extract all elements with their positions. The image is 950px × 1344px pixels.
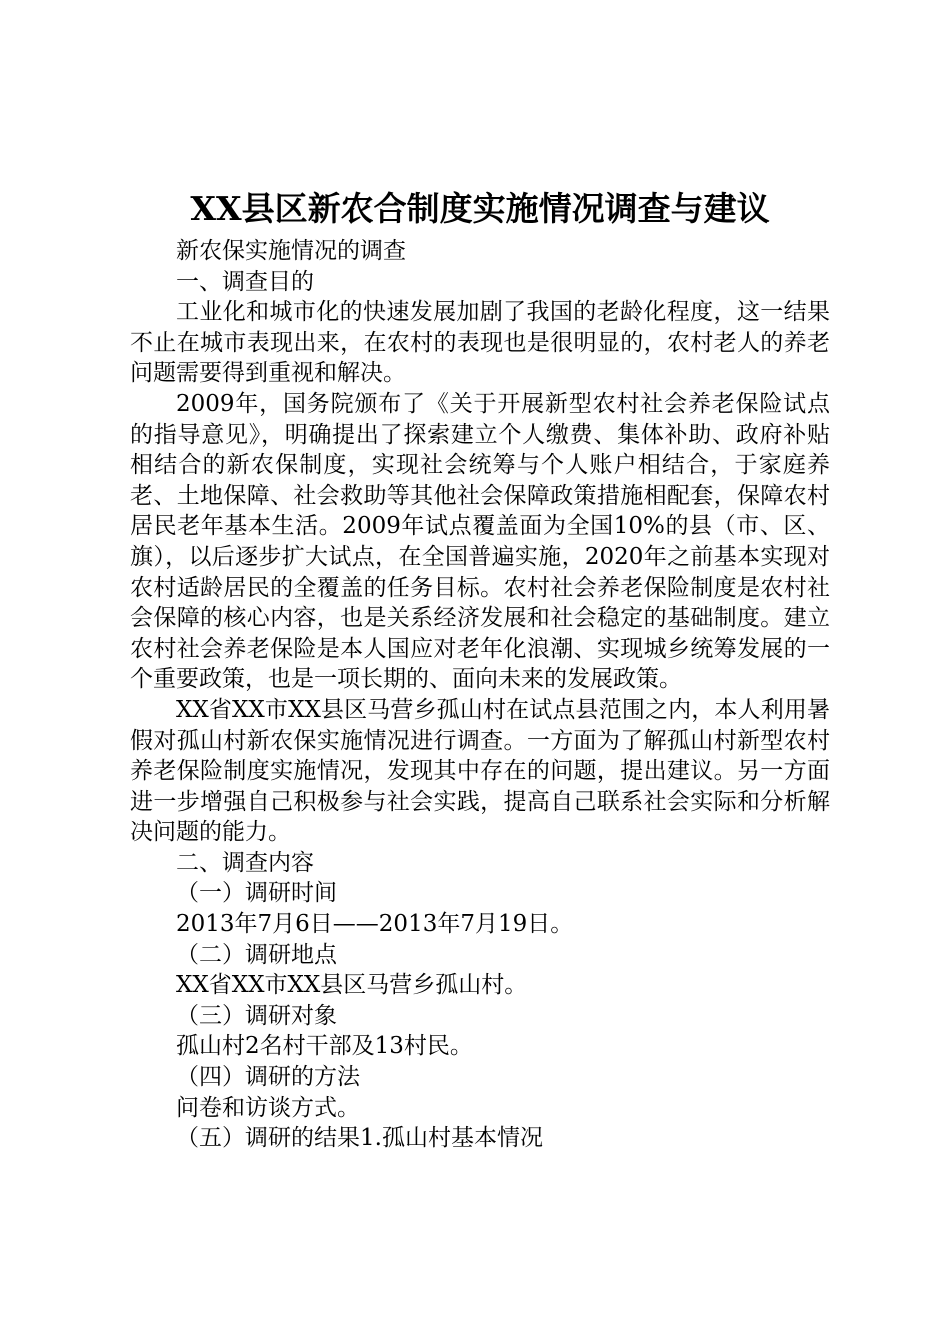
subheading-location: （二）调研地点 <box>176 941 337 968</box>
section-heading-1: 一、调查目的 <box>176 268 314 295</box>
document-title: XX县区新农合制度实施情况调查与建议 <box>190 189 770 228</box>
survey-subjects-value: 孤山村2名村干部及13村民。 <box>176 1033 473 1060</box>
survey-location-value: XX省XX市XX县区马营乡孤山村。 <box>176 972 528 999</box>
paragraph-policy-background: 2009年，国务院颁布了《关于开展新型农村社会养老保险试点的指导意见》，明确提出了探索建立个人缴费、集体补助、政府补贴相结合的新农保制度，实现社会统筹与个人账户相结合，于家庭养老、土地保障、社会救助等其他社会保障政策措施相配套，保障农村居民老年基本生活。2009年试点覆盖面为全国10%的县（市、区、旗），以后逐步扩大试点，在全国普遍实施，2020年之前基本实现对农村适龄居民的全覆盖的任务目标。农村社会养老保险制度是农村社会保障的核心内容，也是关系经济发展和社会稳定的基础制度。建立农村社会养老保险是本人国应对老年化浪潮、实现城乡统筹发展的一个重要政策，也是一项长期的、面向未来的发展政策。 <box>130 390 830 693</box>
paragraph-purpose-intro: 工业化和城市化的快速发展加剧了我国的老龄化程度，这一结果不止在城市表现出来，在农村的表现也是很明显的，农村老人的养老问题需要得到重视和解决。 <box>130 299 830 387</box>
subheading-results: （五）调研的结果1.孤山村基本情况 <box>176 1125 543 1152</box>
subheading-method: （四）调研的方法 <box>176 1064 360 1091</box>
paragraph-survey-scope: XX省XX市XX县区马营乡孤山村在试点县范围之内，本人利用暑假对孤山村新农保实施情况进行调查。一方面为了解孤山村新型农村养老保险制度实施情况，发现其中存在的问题，提出建议。另一方面进一步增强自己积极参与社会实践，提高自己联系社会实际和分析解决问题的能力。 <box>130 696 830 846</box>
survey-time-value: 2013年7月6日——2013年7月19日。 <box>176 911 574 938</box>
document-page <box>130 186 830 1154</box>
subheading-time: （一）调研时间 <box>176 880 337 907</box>
section-heading-2: 二、调查内容 <box>176 849 314 876</box>
section-subtitle: 新农保实施情况的调查 <box>176 238 406 264</box>
survey-method-value: 问卷和访谈方式。 <box>176 1094 360 1121</box>
subheading-subjects: （三）调研对象 <box>176 1002 337 1029</box>
